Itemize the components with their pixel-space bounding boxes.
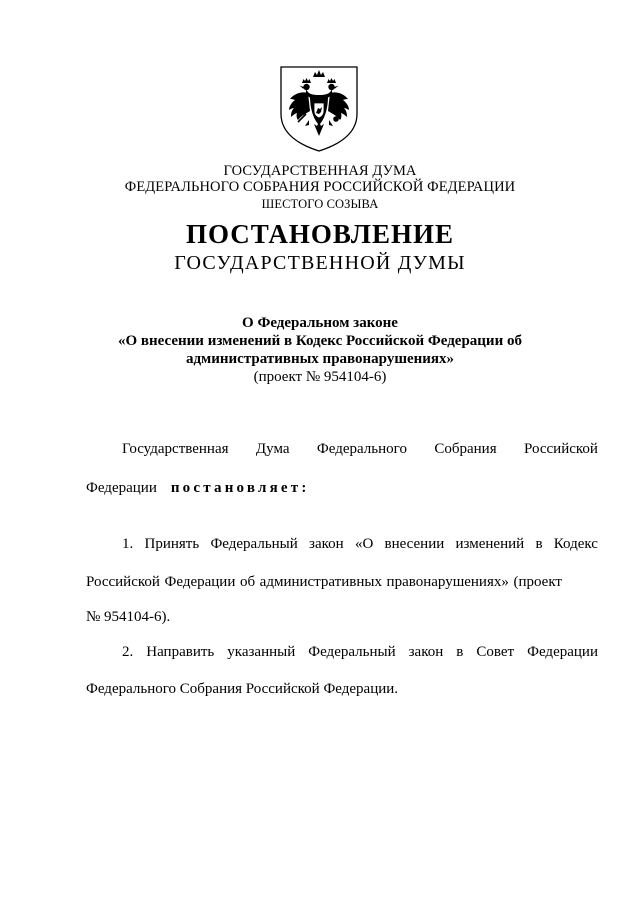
word: (проект xyxy=(513,574,562,590)
word: Федерации xyxy=(527,644,598,660)
word: 1. xyxy=(122,536,134,552)
subject-line2: «О внесении изменений в Кодекс Российской Федерации об xyxy=(118,333,522,349)
word: Российской xyxy=(524,441,598,457)
word: изменений xyxy=(455,536,525,552)
item1-line3: № 954104-6). xyxy=(86,609,171,625)
word: внесении xyxy=(384,536,445,552)
word: закон xyxy=(408,644,444,660)
word: Федерации xyxy=(86,480,157,496)
word: административных xyxy=(259,574,382,590)
word: Совет xyxy=(476,644,515,660)
word: Федеральный xyxy=(210,536,298,552)
subject-line3: административных правонарушениях» xyxy=(185,351,455,367)
word: закон xyxy=(309,536,344,552)
double-headed-eagle-icon xyxy=(276,62,362,154)
document-issuer: ГОСУДАРСТВЕННОЙ ДУМЫ xyxy=(174,252,466,274)
word: указанный xyxy=(227,644,296,660)
word: об xyxy=(239,574,256,590)
word: Российской xyxy=(86,574,160,590)
word: правонарушениях» xyxy=(386,574,509,590)
word: Принять xyxy=(144,536,200,552)
preamble-line1 xyxy=(86,440,598,458)
word: Собрания xyxy=(434,441,497,457)
document-type: ПОСТАНОВЛЕНИЕ xyxy=(185,219,455,249)
subject-line1: О Федеральном законе xyxy=(242,315,398,331)
preamble-line2 xyxy=(86,479,562,497)
item1-line2 xyxy=(86,573,562,591)
org-name-line1: ГОСУДАРСТВЕННАЯ ДУМА xyxy=(223,163,417,179)
convocation: ШЕСТОГО СОЗЫВА xyxy=(261,197,379,211)
word: в xyxy=(535,536,543,552)
word: Федеральный xyxy=(308,644,396,660)
word: Федерального xyxy=(316,441,407,457)
word: Кодекс xyxy=(553,536,598,552)
item2-line2: Федерального Собрания Российской Федерации. xyxy=(86,681,399,697)
word: Направить xyxy=(146,644,215,660)
decree-verb: постановляет: xyxy=(170,480,310,496)
word: Федерации xyxy=(164,574,236,590)
word: Государственная xyxy=(122,441,229,457)
org-name-line2: ФЕДЕРАЛЬНОГО СОБРАНИЯ РОССИЙСКОЙ ФЕДЕРАЦИИ xyxy=(124,179,516,195)
item2-line1 xyxy=(86,643,598,661)
word: «О xyxy=(354,536,374,552)
item1-line1 xyxy=(86,535,598,553)
bill-number: (проект № 954104-6) xyxy=(253,369,387,385)
word: Дума xyxy=(255,441,290,457)
word: в xyxy=(456,644,464,660)
word: 2. xyxy=(122,644,134,660)
